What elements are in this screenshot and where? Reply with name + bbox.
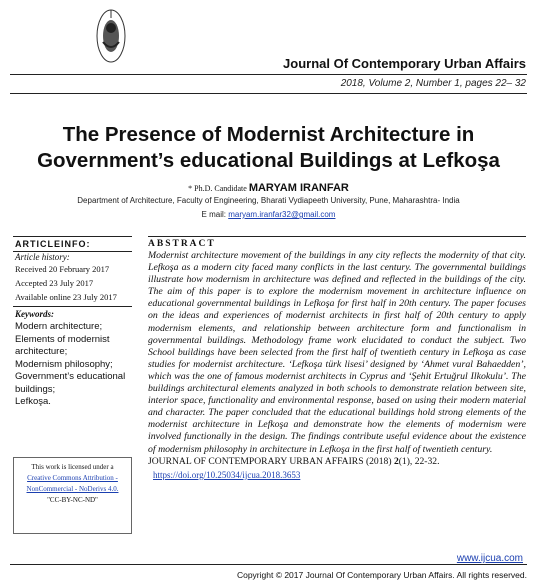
- header-rule-bottom: [10, 93, 527, 94]
- keyword-item: Elements of modernist architecture;: [15, 333, 110, 357]
- abstract-section: [148, 236, 526, 480]
- keyword-item: Lefkoşa.: [15, 396, 51, 407]
- citation: [148, 456, 526, 468]
- author-name: MARYAM IRANFAR: [248, 182, 349, 194]
- online-date: Available online 23 July 2017: [15, 292, 117, 302]
- license-box: [13, 457, 132, 534]
- doi-line: [148, 470, 526, 480]
- license-link-2[interactable]: NonCommercial - NoDerivs 4.0.: [26, 485, 119, 493]
- history-label: Article history:: [15, 252, 70, 262]
- abstract-heading: ABSTRACT: [148, 236, 526, 249]
- citation-text: JOURNAL OF CONTEMPORARY URBAN AFFAIRS (2018): [148, 455, 392, 467]
- copyright: Copyright © 2017 Journal Of Contemporary Urban Affairs. All rights reserved.: [236, 570, 527, 580]
- journal-logo: [66, 4, 156, 68]
- email-link[interactable]: maryam.iranfar32@gmail.com: [228, 210, 336, 219]
- header-rule: [10, 74, 527, 75]
- email-line: [0, 210, 537, 219]
- article-title: The Presence of Modernist Architecture in Government’s educational Buildings at Lefkoşa: [37, 123, 500, 172]
- license-link[interactable]: Creative Commons Attribution -: [27, 474, 118, 482]
- affiliation: Department of Architecture, Faculty of Engineering, Bharati Vydiapeeth University, Pune, Maharashtra- India: [77, 196, 460, 205]
- doi-link[interactable]: https://doi.org/10.25034/ijcua.2018.3653: [153, 469, 301, 480]
- website-link[interactable]: www.ijcua.com: [456, 553, 523, 564]
- citation-volume: 2: [393, 455, 399, 467]
- article-info-heading: ARTICLEINFO:: [13, 236, 132, 252]
- citation-issue-pages: (1), 22-32.: [398, 455, 440, 467]
- keyword-item: Government’s educational buildings;: [15, 371, 126, 395]
- footer-rule: [10, 564, 527, 565]
- journal-name: Journal Of Contemporary Urban Affairs: [283, 56, 526, 71]
- article-info: [13, 236, 132, 409]
- keywords-label: Keywords:: [15, 309, 54, 319]
- email-label: E mail:: [201, 210, 226, 219]
- received-date: Received 20 February 2017: [15, 264, 110, 274]
- keyword-item: Modernism philosophy;: [15, 358, 113, 370]
- author-prefix: * Ph.D. Candidate: [188, 184, 247, 193]
- author-line: [0, 182, 537, 194]
- accepted-date: Accepted 23 July 2017: [15, 278, 94, 288]
- keyword-item: Modern architecture;: [15, 321, 103, 332]
- issue-line: 2018, Volume 2, Number 1, pages 22– 32: [340, 78, 526, 89]
- license-intro: This work is licensed under a: [31, 463, 114, 471]
- license-code: "CC-BY-NC-ND": [47, 496, 98, 504]
- abstract-body: Modernist architecture movement of the buildings in any city reflects the modernity of that city. Lefkoşa as a modern city faced many conflicts in the last century. The governmental buildings illustrate how modernism in architecture was defined and reflected in the buildings of the city. The aim of this paper is to explore the modernism movement in architecture influence on educational governmental buildings in Lefkoşa for first half in 20th century. The paper focuses on the ideas and experiences of modernist architects in first half of 20th century to apply modernism elements, and relationship between architecture form and functionalism in governmental buildings. Methodology frame work elucidated to conduct the subject. Two School buildings have been selected from the first half of twentieth century in Lefkoşa as case studies for modernist architecture. ‘Lefkoşa türk lisesi’ designed by ‘Ahmet vural Bahaedden’, which was the one of famous modernist architects in Cyprus and ‘Şehit Ertuğrul Ilkokulu’. The buildings architectural elements analyzed in both schools to demonstrate relation between site, interior space, functionality and environmental response, based on using their modern material and character. The paper concluded that the educational buildings hold strong elements of the modernist architecture in Lefkoşa and demonstrate how the elements of modernism were involved functionally in the design. The findings contribute useful evidence about the existence of modernism philosophy in architecture in Lefkoşa in the first half of twentieth century.: [148, 250, 526, 455]
